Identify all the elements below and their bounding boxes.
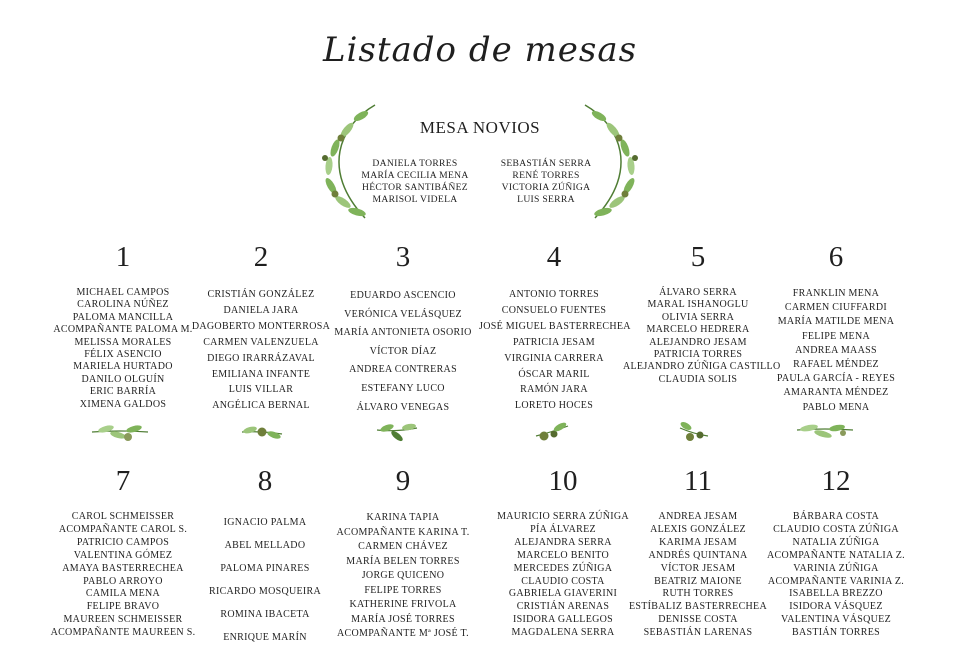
guest-name: MARÍA MATILDE MENA: [777, 316, 895, 328]
guest-name: VARINIA ZÚÑIGA: [793, 562, 879, 574]
guest-name: VIRGINIA CARRERA: [504, 352, 604, 364]
guest-name: ACOMPAÑANTE PALOMA M.: [53, 324, 193, 336]
guest-name: LUIS SERRA: [517, 194, 575, 205]
table-number: 6: [828, 241, 844, 273]
guest-name: ÁLVARO SERRA: [659, 287, 737, 298]
guest-name: ESTEFANY LUCO: [361, 382, 445, 394]
guest-name: AMARANTA MÉNDEZ: [783, 387, 889, 399]
guest-name: CARMEN CIUFFARDI: [784, 302, 888, 314]
guest-name: SEBASTIÁN SERRA: [500, 158, 592, 169]
table-9: [328, 464, 478, 642]
guest-name: MARIELA HURTADO: [73, 361, 173, 373]
olive-sprig-icon: [532, 420, 572, 446]
guest-name: RICARDO MOSQUEIRA: [208, 586, 322, 597]
guest-name: RAMÓN JARA: [520, 384, 588, 396]
guest-name: PATRICIO CAMPOS: [76, 536, 170, 548]
guest-name: CRISTIÁN ARENAS: [516, 601, 610, 613]
guest-name: KATHERINE FRIVOLA: [349, 599, 457, 610]
guest-name: LUIS VILLAR: [228, 384, 294, 396]
mesa-novios-left-list: [340, 158, 490, 206]
guest-name: CAROLINA NÚÑEZ: [77, 299, 169, 311]
guest-name: MAUREEN SCHMEISSER: [63, 614, 183, 626]
olive-sprig-icon: [795, 420, 855, 446]
table-3: [328, 240, 478, 417]
guest-name: BEATRIZ MAIONE: [654, 575, 742, 587]
guest-name: EDUARDO ASCENCIO: [350, 290, 456, 301]
guest-name: ÓSCAR MARIL: [518, 368, 590, 380]
table-11: [623, 464, 773, 640]
guest-name: ISIDORA GALLEGOS: [512, 614, 614, 626]
guest-name: MARAL ISHANOGLU: [647, 299, 749, 311]
guest-name: VÍCTOR JESAM: [660, 562, 736, 574]
guest-name: PABLO ARROYO: [83, 575, 163, 587]
table-number: 12: [821, 465, 851, 497]
guest-name: OLIVIA SERRA: [661, 311, 735, 323]
guest-name: ALEJANDRA SERRA: [514, 536, 612, 548]
table-1: [48, 240, 198, 411]
guest-name: DENISSE COSTA: [658, 614, 738, 626]
guest-name: VALENTINA VÁSQUEZ: [780, 614, 891, 626]
guest-name: EMILIANA INFANTE: [211, 368, 311, 380]
guest-name: MARÍA CECILIA MENA: [361, 170, 469, 181]
guest-name: CONSUELO FUENTES: [501, 304, 607, 316]
guest-name: DANIELA TORRES: [372, 158, 458, 169]
guest-name: MARÍA JOSÉ TORRES: [351, 613, 455, 625]
guest-name: AMAYA BASTERRECHEA: [62, 562, 184, 574]
guest-name: FELIPE TORRES: [364, 584, 442, 596]
guest-name: ENRIQUE MARÍN: [223, 632, 307, 643]
guest-name: IGNACIO PALMA: [223, 517, 307, 528]
guest-name: ACOMPAÑANTE VARINIA Z.: [767, 575, 905, 587]
guest-name: PALOMA PINARES: [220, 563, 310, 574]
table-6: [761, 240, 911, 415]
table-2: [186, 240, 336, 414]
guest-name: KARIMA JESAM: [659, 536, 737, 548]
guest-name: CAMILA MENA: [85, 588, 161, 600]
guest-name: CARMEN CHÁVEZ: [358, 541, 448, 552]
guest-name: ACOMPAÑANTE KARINA T.: [336, 526, 470, 538]
guest-name: KARINA TAPIA: [366, 512, 440, 523]
guest-name: FELIPE MENA: [801, 330, 871, 342]
guest-name: PAULA GARCÍA - REYES: [776, 373, 896, 385]
guest-list: [190, 511, 340, 649]
guest-name: HÉCTOR SANTIBÁÑEZ: [362, 182, 468, 193]
guest-name: ABEL MELLADO: [224, 540, 306, 551]
guest-list: [623, 511, 773, 640]
guest-list: [761, 287, 911, 415]
guest-name: RAFAEL MÉNDEZ: [793, 359, 879, 371]
table-number: 4: [546, 241, 562, 273]
guest-name: BÁRBARA COSTA: [792, 511, 880, 522]
guest-name: MARCELO HEDRERA: [646, 324, 750, 336]
table-8: [190, 464, 340, 649]
guest-name: MARISOL VIDELA: [372, 194, 458, 205]
guest-name: ACOMPAÑANTE MAUREEN S.: [50, 627, 196, 639]
table-number: 8: [257, 465, 273, 497]
guest-name: MARÍA ANTONIETA OSORIO: [334, 327, 472, 339]
table-10: [488, 464, 638, 640]
guest-name: XIMENA GALDOS: [79, 398, 167, 410]
guest-name: MERCEDES ZÚÑIGA: [513, 562, 613, 574]
guest-name: ALEJANDRO JESAM: [649, 336, 747, 348]
table-number: 7: [115, 465, 131, 497]
table-7: [48, 464, 198, 640]
table-number: 3: [395, 241, 411, 273]
guest-name: PATRICIA TORRES: [653, 349, 743, 361]
guest-list: [761, 511, 911, 640]
guest-name: PABLO MENA: [802, 401, 870, 413]
guest-name: MARÍA BELEN TORRES: [346, 555, 460, 567]
guest-name: SEBASTIÁN LARENAS: [643, 627, 753, 639]
guest-name: ANDREA JESAM: [658, 511, 738, 522]
guest-name: ACOMPAÑANTE NATALIA Z.: [767, 549, 905, 561]
guest-name: VÍCTOR DÍAZ: [369, 345, 437, 357]
guest-name: DANIELA JARA: [223, 304, 299, 316]
guest-name: RENÉ TORRES: [512, 170, 580, 181]
guest-name: CRISTIÁN GONZÁLEZ: [207, 289, 315, 300]
guest-name: CAROL SCHMEISSER: [71, 511, 175, 522]
table-12: [761, 464, 911, 640]
guest-name: MAGDALENA SERRA: [511, 627, 615, 639]
guest-list: [186, 287, 336, 414]
guest-name: MICHAEL CAMPOS: [76, 287, 170, 298]
olive-sprig-icon: [90, 420, 152, 446]
table-number: 2: [253, 241, 269, 273]
guest-name: ANDREA MAASS: [795, 344, 877, 356]
guest-name: DAGOBERTO MONTERROSA: [191, 320, 331, 332]
guest-name: MAURICIO SERRA ZÚÑIGA: [497, 511, 629, 522]
guest-name: LORETO HOCES: [514, 400, 594, 412]
guest-name: FELIPE BRAVO: [86, 601, 160, 613]
guest-name: ISABELLA BREZZO: [789, 588, 883, 600]
guest-name: ROMINA IBACETA: [220, 609, 310, 620]
guest-name: CLAUDIA SOLIS: [658, 373, 738, 385]
guest-list: [48, 287, 198, 411]
table-number: 5: [690, 241, 706, 273]
olive-sprig-icon: [676, 420, 712, 446]
guest-name: GABRIELA GIAVERINI: [508, 588, 618, 600]
guest-name: ÁLVARO VENEGAS: [356, 401, 450, 413]
guest-name: JORGE QUICENO: [361, 570, 445, 581]
guest-name: VERÓNICA VELÁSQUEZ: [344, 308, 462, 320]
guest-name: PALOMA MANCILLA: [72, 311, 174, 323]
guest-name: ISIDORA VÁSQUEZ: [789, 601, 883, 613]
guest-name: PÍA ÁLVAREZ: [530, 523, 596, 535]
guest-name: CARMEN VALENZUELA: [203, 336, 319, 348]
guest-name: MELISSA MORALES: [74, 336, 172, 348]
guest-name: ANGÉLICA BERNAL: [212, 400, 310, 412]
table-number: 9: [395, 465, 411, 497]
guest-name: DANILO OLGUÍN: [81, 373, 165, 385]
guest-list: [479, 287, 629, 414]
guest-list: [328, 287, 478, 417]
guest-name: JOSÉ MIGUEL BASTERRECHEA: [479, 320, 631, 332]
guest-name: VALENTINA GÓMEZ: [73, 549, 173, 561]
table-number: 1: [115, 241, 131, 273]
guest-name: CLAUDIO COSTA: [521, 575, 605, 587]
guest-name: FÉLIX ASENCIO: [84, 349, 162, 361]
guest-name: ACOMPAÑANTE Mª JOSÉ T.: [337, 628, 469, 639]
guest-name: ALEJANDRO ZÚÑIGA CASTILLO: [623, 361, 781, 373]
mesa-novios-title: MESA NOVIOS: [419, 118, 541, 137]
guest-name: FRANKLIN MENA: [792, 288, 880, 299]
page-title: Listado de mesas: [322, 30, 638, 70]
olive-sprig-icon: [375, 420, 419, 446]
guest-name: ANDREA CONTRERAS: [349, 364, 457, 376]
guest-list: [328, 511, 478, 642]
guest-name: MARCELO BENITO: [516, 549, 610, 561]
table-number: 11: [684, 465, 712, 497]
guest-name: RUTH TORRES: [662, 588, 734, 600]
guest-name: ALEXIS GONZÁLEZ: [650, 523, 746, 535]
table-4: [479, 240, 629, 414]
guest-name: ESTÍBALIZ BASTERRECHEA: [629, 601, 767, 613]
mesa-novios-right-list: [471, 158, 621, 206]
guest-list: [488, 511, 638, 640]
guest-name: PATRICIA JESAM: [513, 336, 595, 348]
guest-name: NATALIA ZÚÑIGA: [792, 536, 880, 548]
table-5: [623, 240, 781, 386]
olive-sprig-icon: [240, 420, 284, 446]
guest-name: ERIC BARRÍA: [89, 386, 157, 398]
guest-name: BASTIÁN TORRES: [791, 627, 880, 639]
guest-name: ANDRÉS QUINTANA: [648, 549, 748, 561]
guest-list: [48, 511, 198, 640]
guest-name: ANTONIO TORRES: [508, 289, 600, 300]
table-number: 10: [548, 465, 578, 497]
guest-list: [623, 287, 781, 386]
guest-name: CLAUDIO COSTA ZÚÑIGA: [773, 523, 899, 535]
guest-name: VICTORIA ZÚÑIGA: [501, 182, 591, 193]
guest-name: DIEGO IRARRÁZAVAL: [207, 352, 315, 364]
guest-name: ACOMPAÑANTE CAROL S.: [58, 523, 188, 535]
